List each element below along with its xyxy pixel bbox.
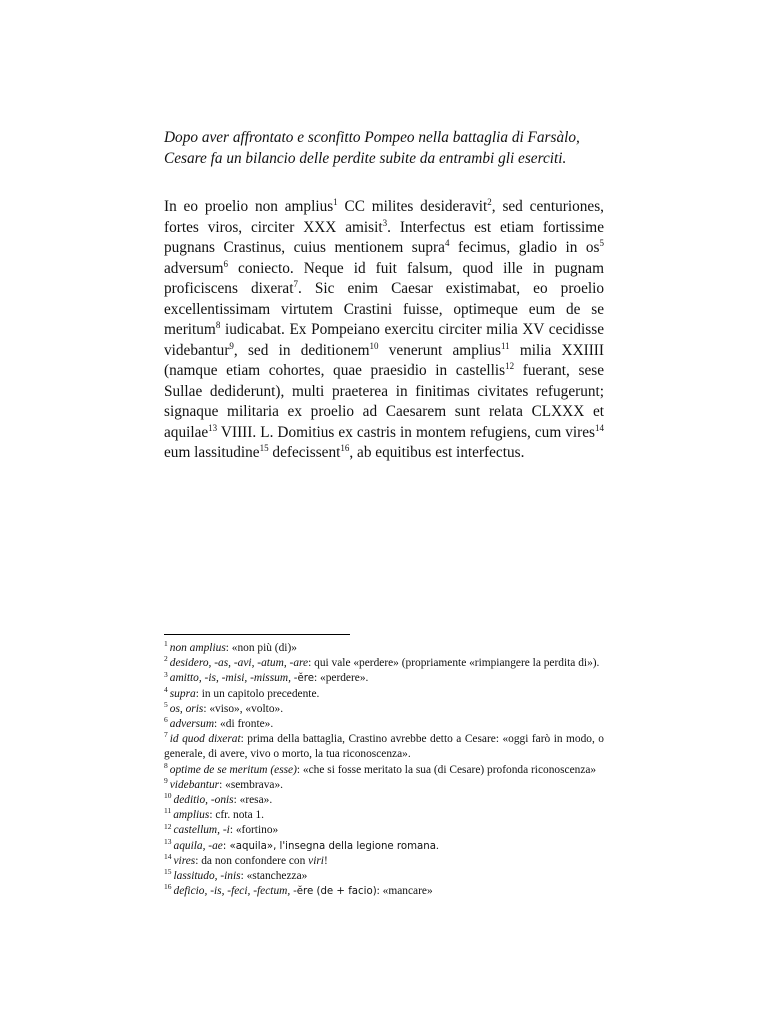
footnote	[164, 778, 604, 793]
footnote-text: : «stanchezza»	[240, 870, 308, 883]
footnote-number: 13	[164, 836, 172, 846]
footnote-term: castellum, -i	[173, 824, 230, 837]
footnote-ref: 13	[208, 422, 218, 433]
footnote-ref: 2	[487, 196, 492, 207]
footnote-number: 7	[164, 730, 168, 740]
footnote-term: id quod dixerat	[169, 733, 241, 746]
footnote-text: : «non più (di)»	[225, 642, 297, 654]
footnote	[164, 808, 604, 823]
footnote-ref: 14	[595, 422, 604, 433]
footnote-ref: 8	[215, 319, 221, 330]
footnote	[164, 760, 604, 778]
footnote-number: 12	[164, 821, 172, 831]
passage-text: . Interfectus est etiam fortissime pugnans Crastinus, cuius mentionem supra	[164, 218, 604, 256]
footnote-term: optime de se meritum (esse)	[169, 763, 297, 776]
footnote-number: 6	[164, 715, 168, 725]
footnote	[164, 793, 604, 808]
passage-text: fecimus, gladio in os	[449, 239, 600, 256]
footnote-term: deditio, -onis	[173, 794, 234, 807]
footnote	[164, 656, 604, 671]
footnote	[164, 823, 604, 838]
footnote-text: : «perdere».	[313, 672, 369, 685]
footnote-ref: 3	[382, 217, 388, 228]
footnote	[164, 836, 604, 854]
footnote-text: : «mancare»	[376, 885, 433, 898]
footnote-term: supra	[169, 687, 196, 700]
passage-text: fuerant, sese Sullae dediderunt), multi praeterea in finitimas civitates refugerunt; signaque militaria ex proelio ad Caesarem sunt relata CLXXX et aquilae	[164, 362, 604, 441]
footnote-text: : «resa».	[233, 794, 273, 807]
footnote-term: vires	[173, 854, 196, 867]
footnote-ref: 6	[223, 258, 228, 269]
footnote-text: : prima della battaglia, Crastino avrebbe detto a Cesare: «oggi farò in modo, o generale, di avere, vivo o morto, la tua riconoscenza».	[164, 733, 604, 761]
footnote-term-extra: -ĕre	[293, 673, 314, 685]
footnote-term: deficio, -is, -feci, -fectum,	[173, 885, 294, 898]
footnote-ref: 7	[293, 278, 298, 289]
footnote-ref: 10	[369, 340, 379, 351]
footnote-number: 3	[164, 669, 168, 679]
intro-paragraph: Dopo aver affrontato e sconfitto Pompeo nella battaglia di Farsàlo, Cesare fa un bilancio delle perdite subite da entrambi gli eserciti.	[164, 129, 580, 167]
passage-text: venerunt amplius	[378, 341, 501, 359]
footnote-ref: 5	[599, 237, 605, 248]
footnote-number: 8	[164, 760, 168, 770]
footnote-ref: 4	[444, 237, 450, 248]
footnote-number: 1	[164, 639, 168, 649]
footnote-text: : «viso», «volto».	[203, 702, 284, 715]
footnote	[164, 702, 604, 717]
footnote-ref: 11	[500, 340, 510, 351]
passage-text: In eo proelio non amplius	[164, 198, 334, 215]
footnote	[164, 641, 604, 656]
footnote-term: non amplius	[169, 642, 226, 654]
passage-text: , sed centuriones, fortes viros, circiter XXX amisit	[164, 198, 604, 236]
passage-text: adversum	[164, 259, 224, 277]
footnote-ref: 1	[333, 196, 338, 207]
footnote-ref: 15	[259, 442, 269, 453]
footnote-number: 16	[164, 882, 172, 892]
footnote-text: : «che si fosse meritato la sua (di Cesare) profonda riconoscenza»	[296, 763, 597, 776]
footnote-term: lassitudo, -inis	[173, 870, 241, 883]
footnote-ref: 9	[229, 340, 234, 351]
footnote	[164, 671, 604, 686]
footnote-term: viri	[308, 854, 324, 867]
footnote	[164, 732, 604, 762]
passage-text: , ab equitibus est interfectus.	[349, 444, 525, 461]
latin-passage	[164, 197, 604, 464]
footnote-number: 2	[164, 654, 168, 664]
footnote-term-extra: -ĕre (de + facio)	[293, 886, 377, 898]
footnote-separator	[164, 634, 350, 635]
footnote-term: adversum	[169, 718, 215, 731]
footnotes	[164, 641, 604, 899]
footnote-text: : da non confondere con	[195, 854, 309, 867]
footnote	[164, 869, 604, 884]
footnote-ref: 16	[340, 442, 350, 453]
passage-text: iudicabat. Ex Pompeiano exercitu circiter milia XV cecidisse videbantur	[164, 321, 604, 359]
footnote-text: .	[435, 839, 439, 852]
footnote-number: 10	[164, 791, 172, 801]
footnote-text: : qui vale «perdere» (propriamente «rimpiangere la perdita di»).	[308, 657, 600, 670]
footnote-term-extra: : «aquila», l'insegna della legione romana	[222, 840, 436, 852]
footnote-ref: 12	[505, 360, 515, 371]
footnote-term: amplius	[173, 809, 210, 822]
footnote	[164, 884, 604, 899]
footnote-number: 14	[164, 852, 172, 862]
passage-text: . Sic enim Caesar existimabat, eo proelio excellentissimam virtutem Crastini fuisse, optimeque eum de se meritum	[164, 280, 605, 338]
footnote-term: aquila, -ae	[173, 839, 223, 852]
footnote-term: amitto, -is, -misi, -missum,	[169, 672, 294, 685]
footnote-number: 11	[164, 806, 172, 816]
footnote-term: desidero, -as, -avi, -atum, -are	[169, 657, 309, 670]
footnote-number: 5	[164, 700, 168, 710]
footnote-text: : cfr. nota 1.	[209, 809, 265, 822]
passage-text: VIIII. L. Domitius ex castris in montem refugiens, cum vires	[217, 423, 595, 441]
footnote-text: : «di fronte».	[214, 718, 274, 731]
footnote-text: : «fortino»	[229, 824, 279, 837]
footnote	[164, 717, 604, 732]
footnote-term: os, oris	[169, 702, 204, 715]
passage-text: milia XXIIII (namque etiam cohortes, quae praesidio in castellis	[164, 341, 605, 379]
footnote-number: 9	[164, 776, 168, 786]
footnote-number: 15	[164, 867, 172, 877]
passage-text: defecissent	[268, 444, 341, 461]
footnote-number: 4	[164, 684, 168, 694]
footnote-term: videbantur	[169, 778, 220, 791]
footnote	[164, 854, 604, 869]
passage-text: CC milites desideravit	[337, 198, 488, 215]
passage-text: eum lassitudine	[164, 444, 260, 461]
passage-text: coniecto. Neque id fuit falsum, quod ille in pugnam proficiscens dixerat	[164, 259, 604, 297]
footnote-text: !	[323, 854, 328, 867]
footnote	[164, 684, 604, 702]
footnote-text: : in un capitolo precedente.	[195, 687, 320, 700]
passage-text: , sed in deditionem	[233, 341, 370, 359]
footnote-text: : «sembrava».	[219, 778, 284, 791]
